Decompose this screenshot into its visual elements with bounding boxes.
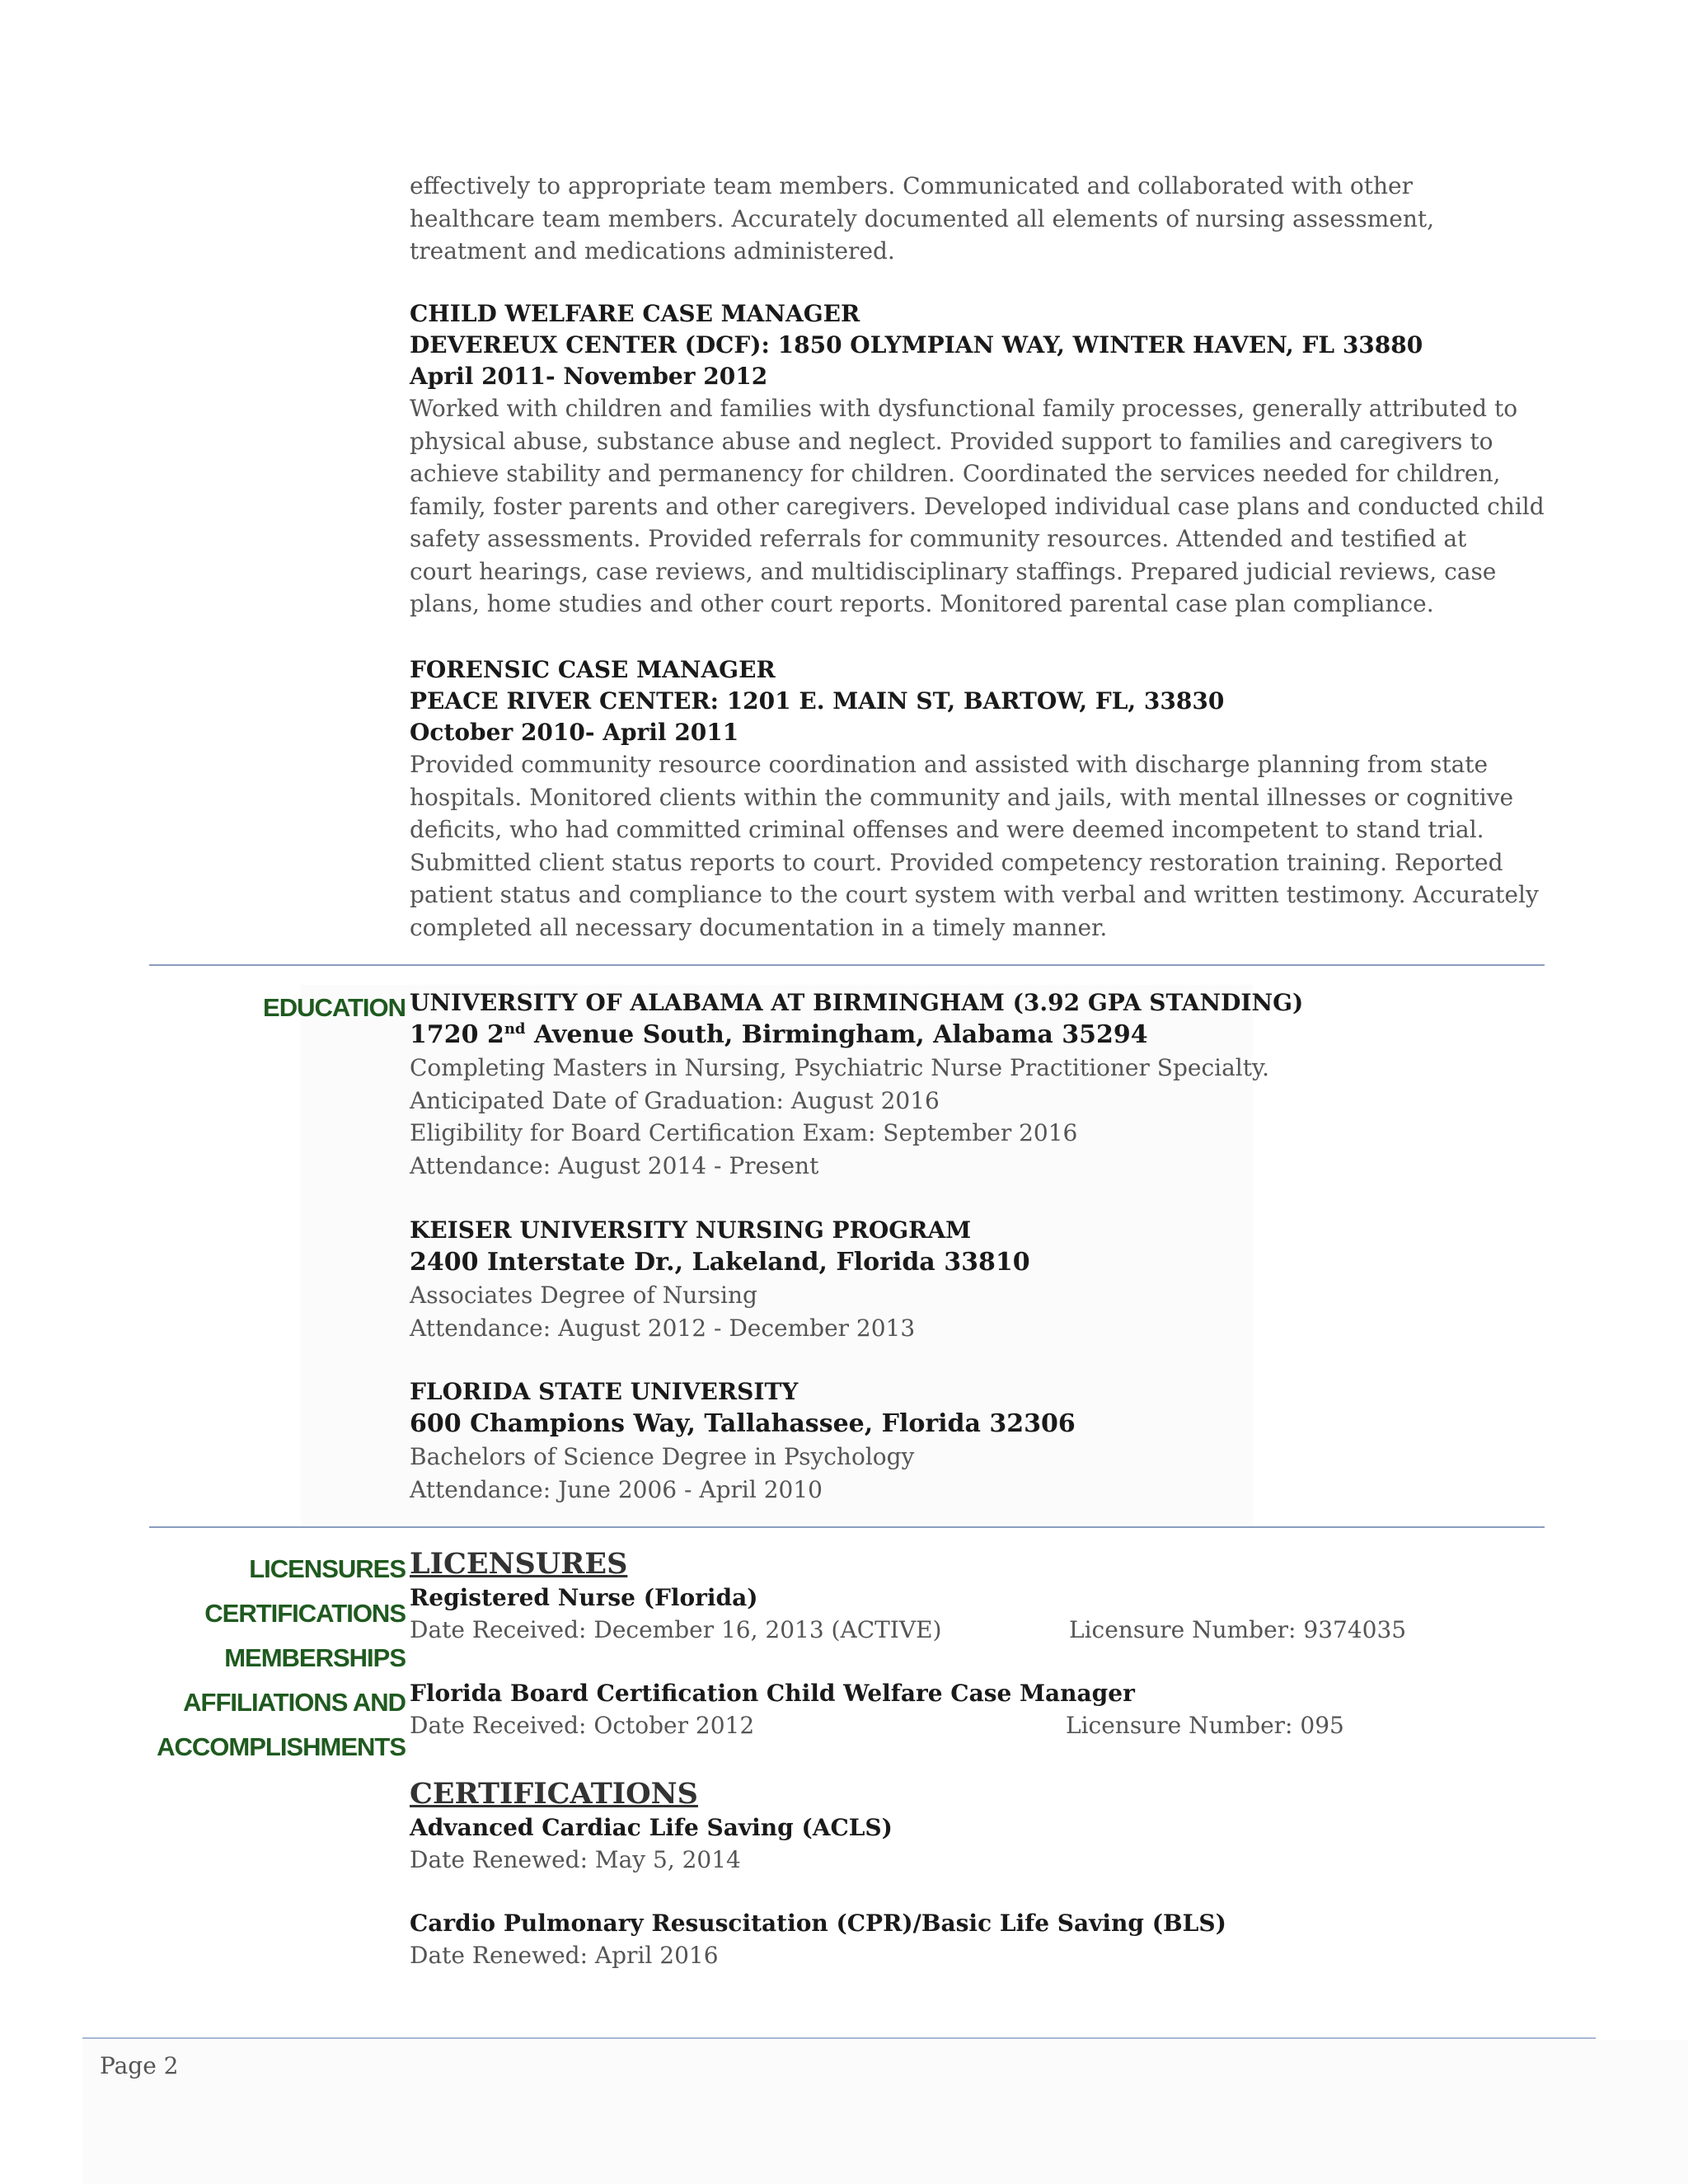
memberships-label: MEMBERSHIPS	[224, 1643, 406, 1672]
licensure-number: Licensure Number: 095	[1066, 1711, 1344, 1739]
licensure-name: Florida Board Certification Child Welfare Case Manager	[410, 1679, 1135, 1707]
job-line: achieve stability and permanency for children. Coordinated the services needed for children,	[410, 460, 1501, 487]
school-line: Associates Degree of Nursing	[410, 1282, 757, 1309]
experience-continued	[410, 170, 1547, 268]
licensure-number: Licensure Number: 9374035	[1069, 1616, 1407, 1643]
licensures-heading: LICENSURES	[410, 1547, 628, 1581]
certifications-block	[410, 1776, 1547, 1971]
school-name: UNIVERSITY OF ALABAMA AT BIRMINGHAM (3.92 GPA STANDING)	[410, 989, 1304, 1016]
licensures-label: LICENSURES	[249, 1554, 406, 1583]
education-keiser	[410, 1215, 1547, 1344]
job-employer: PEACE RIVER CENTER: 1201 E. MAIN ST, BARTOW, FL, 33830	[410, 687, 1225, 715]
job-employer: DEVEREUX CENTER (DCF): 1850 OLYMPIAN WAY, WINTER HAVEN, FL 33880	[410, 331, 1423, 359]
school-address: 600 Champions Way, Tallahassee, Florida 32306	[410, 1409, 1076, 1438]
school-address: 1720 2nd Avenue South, Birmingham, Alabama 35294	[410, 1020, 1148, 1049]
school-line: Attendance: August 2014 - Present	[410, 1151, 819, 1179]
job-forensic	[410, 654, 1547, 944]
affiliations-label: AFFILIATIONS AND	[183, 1688, 406, 1717]
certification-name: Advanced Cardiac Life Saving (ACLS)	[410, 1814, 893, 1841]
job-line: hospitals. Monitored clients within the community and jails, with mental illnesses or cognitive	[410, 783, 1514, 811]
job-dates: April 2011- November 2012	[410, 363, 768, 390]
job-line: physical abuse, substance abuse and neglect. Provided support to families and caregivers to	[410, 427, 1493, 455]
education-label: EDUCATION	[263, 993, 406, 1022]
job-line: completed all necessary documentation in a timely manner.	[410, 913, 1108, 941]
school-name: FLORIDA STATE UNIVERSITY	[410, 1378, 799, 1405]
school-line: Bachelors of Science Degree in Psychology	[410, 1443, 915, 1470]
certifications-heading: CERTIFICATIONS	[410, 1777, 698, 1811]
job-line: plans, home studies and other court reports. Monitored parental case plan compliance.	[410, 590, 1434, 617]
certification-name: Cardio Pulmonary Resuscitation (CPR)/Basic Life Saving (BLS)	[410, 1909, 1226, 1937]
page-number: Page 2	[100, 2052, 179, 2079]
intro-line: treatment and medications administered.	[410, 237, 895, 265]
school-name: KEISER UNIVERSITY NURSING PROGRAM	[410, 1216, 972, 1244]
job-line: Provided community resource coordination and assisted with discharge planning from state	[410, 751, 1489, 778]
certification-date: Date Renewed: May 5, 2014	[410, 1846, 741, 1873]
job-title: FORENSIC CASE MANAGER	[410, 656, 776, 683]
school-address: 2400 Interstate Dr., Lakeland, Florida 33810	[410, 1248, 1030, 1277]
certifications-label: CERTIFICATIONS	[204, 1599, 406, 1628]
licensure-date: Date Received: October 2012	[410, 1711, 755, 1739]
section-divider	[149, 1526, 1545, 1528]
school-line: Anticipated Date of Graduation: August 2016	[410, 1086, 940, 1114]
school-line: Attendance: August 2012 - December 2013	[410, 1314, 916, 1342]
job-title: CHILD WELFARE CASE MANAGER	[410, 300, 860, 327]
job-line: safety assessments. Provided referrals for community resources. Attended and testified at	[410, 525, 1467, 552]
job-line: court hearings, case reviews, and multidisciplinary staffings. Prepared judicial reviews, case	[410, 557, 1497, 585]
footer-divider	[82, 2037, 1596, 2039]
school-line: Completing Masters in Nursing, Psychiatric Nurse Practitioner Specialty.	[410, 1054, 1269, 1081]
school-line: Eligibility for Board Certification Exam: September 2016	[410, 1119, 1078, 1146]
section-divider	[149, 964, 1545, 966]
footer-background	[82, 2040, 1688, 2184]
licensure-date: Date Received: December 16, 2013 (ACTIVE)	[410, 1616, 942, 1643]
licensure-row	[410, 1614, 1547, 1647]
job-line: family, foster parents and other caregivers. Developed individual case plans and conducted child	[410, 492, 1545, 520]
accomplishments-label: ACCOMPLISHMENTS	[157, 1732, 406, 1761]
job-line: deficits, who had committed criminal offenses and were deemed incompetent to stand trial.	[410, 816, 1484, 843]
licensure-name: Registered Nurse (Florida)	[410, 1584, 758, 1611]
school-line: Attendance: June 2006 - April 2010	[410, 1475, 823, 1503]
job-line: Worked with children and families with dysfunctional family processes, generally attributed to	[410, 395, 1518, 422]
job-child-welfare	[410, 298, 1547, 621]
intro-line: healthcare team members. Accurately documented all elements of nursing assessment,	[410, 204, 1435, 232]
job-dates: October 2010- April 2011	[410, 719, 739, 746]
education-uab	[410, 987, 1547, 1182]
job-line: Submitted client status reports to court. Provided competency restoration training. Reported	[410, 848, 1503, 876]
education-fsu	[410, 1376, 1547, 1506]
intro-line: effectively to appropriate team members. Communicated and collaborated with other	[410, 172, 1413, 199]
job-line: patient status and compliance to the court system with verbal and written testimony. Accurately	[410, 881, 1539, 908]
licensures-block	[410, 1546, 1547, 1741]
licensure-row	[410, 1709, 1547, 1742]
certification-date: Date Renewed: April 2016	[410, 1941, 719, 1969]
